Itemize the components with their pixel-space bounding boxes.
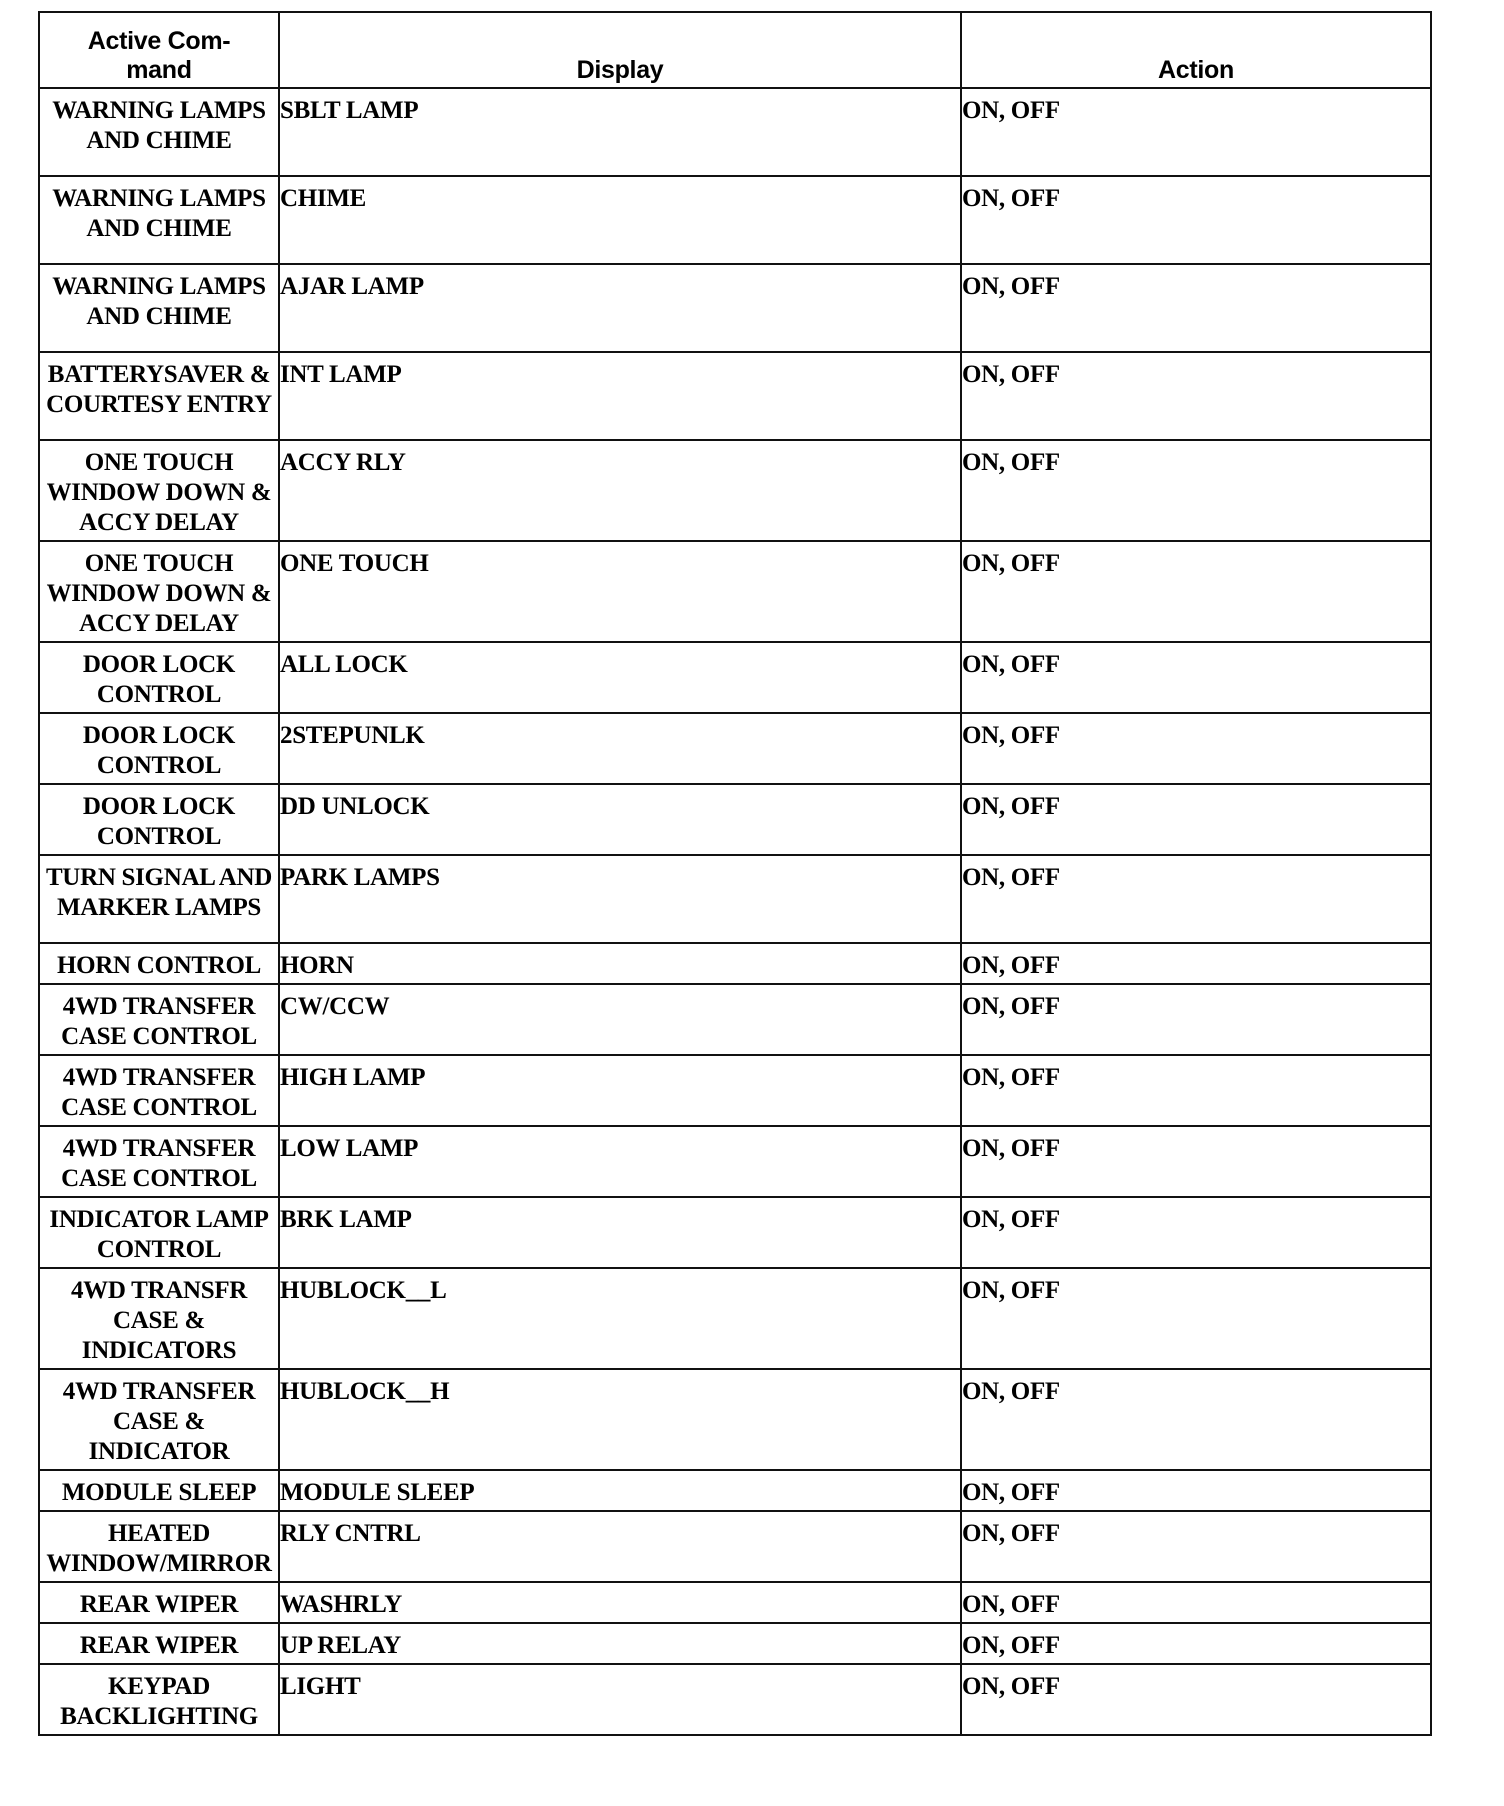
cell-display: HUBLOCK__H <box>279 1369 961 1470</box>
cell-action: ON, OFF <box>961 984 1431 1055</box>
cell-action: ON, OFF <box>961 352 1431 440</box>
table-row <box>39 1369 1431 1470</box>
cell-display: INT LAMP <box>279 352 961 440</box>
cell-active-command: DOOR LOCK CONTROL <box>39 642 279 713</box>
header-display: Display <box>279 12 961 88</box>
table-row <box>39 984 1431 1055</box>
cell-action: ON, OFF <box>961 642 1431 713</box>
cell-display: HORN <box>279 943 961 984</box>
cell-display: ACCY RLY <box>279 440 961 541</box>
cell-action: ON, OFF <box>961 264 1431 352</box>
cell-action: ON, OFF <box>961 1268 1431 1369</box>
cell-display: ALL LOCK <box>279 642 961 713</box>
cell-active-command: WARNING LAMPS AND CHIME <box>39 88 279 176</box>
cell-action: ON, OFF <box>961 1197 1431 1268</box>
cell-display: PARK LAMPS <box>279 855 961 943</box>
header-active-command <box>39 12 279 88</box>
table-row <box>39 855 1431 943</box>
table-row <box>39 1268 1431 1369</box>
cell-active-command: KEYPAD BACKLIGHTING <box>39 1664 279 1735</box>
cell-display: MODULE SLEEP <box>279 1470 961 1511</box>
cell-action: ON, OFF <box>961 440 1431 541</box>
cell-active-command: MODULE SLEEP <box>39 1470 279 1511</box>
table-row <box>39 1582 1431 1623</box>
table-row <box>39 541 1431 642</box>
cell-action: ON, OFF <box>961 1582 1431 1623</box>
cell-action: ON, OFF <box>961 1623 1431 1664</box>
cell-action: ON, OFF <box>961 943 1431 984</box>
cell-active-command: BATTERYSAVER & COURTESY ENTRY <box>39 352 279 440</box>
cell-action: ON, OFF <box>961 541 1431 642</box>
table-row <box>39 176 1431 264</box>
cell-active-command: REAR WIPER <box>39 1623 279 1664</box>
table-row <box>39 1197 1431 1268</box>
cell-display: HUBLOCK__L <box>279 1268 961 1369</box>
cell-display: DD UNLOCK <box>279 784 961 855</box>
cell-active-command: 4WD TRANSFR CASE & INDICATORS <box>39 1268 279 1369</box>
cell-active-command: DOOR LOCK CONTROL <box>39 784 279 855</box>
table-body <box>39 88 1431 1735</box>
cell-display: LOW LAMP <box>279 1126 961 1197</box>
table-row <box>39 642 1431 713</box>
table-row <box>39 1126 1431 1197</box>
cell-action: ON, OFF <box>961 1369 1431 1470</box>
cell-active-command: 4WD TRANSFER CASE CONTROL <box>39 1126 279 1197</box>
table-row <box>39 1664 1431 1735</box>
cell-action: ON, OFF <box>961 1126 1431 1197</box>
cell-display: CW/CCW <box>279 984 961 1055</box>
cell-active-command: DOOR LOCK CONTROL <box>39 713 279 784</box>
cell-active-command: INDICATOR LAMP CONTROL <box>39 1197 279 1268</box>
cell-display: AJAR LAMP <box>279 264 961 352</box>
cell-display: RLY CNTRL <box>279 1511 961 1582</box>
cell-active-command: HEATED WINDOW/MIRROR <box>39 1511 279 1582</box>
cell-active-command: 4WD TRANSFER CASE & INDICATOR <box>39 1369 279 1470</box>
cell-action: ON, OFF <box>961 784 1431 855</box>
cell-action: ON, OFF <box>961 1470 1431 1511</box>
table-row <box>39 1470 1431 1511</box>
cell-action: ON, OFF <box>961 176 1431 264</box>
cell-display: CHIME <box>279 176 961 264</box>
cell-active-command: 4WD TRANSFER CASE CONTROL <box>39 984 279 1055</box>
table-row <box>39 440 1431 541</box>
cell-action: ON, OFF <box>961 1664 1431 1735</box>
cell-display: WASHRLY <box>279 1582 961 1623</box>
cell-display: BRK LAMP <box>279 1197 961 1268</box>
cell-active-command: HORN CONTROL <box>39 943 279 984</box>
header-command-line-2: mand <box>126 56 192 84</box>
table-row <box>39 1055 1431 1126</box>
active-command-table <box>38 11 1432 1736</box>
cell-display: ONE TOUCH <box>279 541 961 642</box>
header-command-line-1: Active Com- <box>87 27 231 55</box>
cell-display: SBLT LAMP <box>279 88 961 176</box>
cell-active-command: WARNING LAMPS AND CHIME <box>39 264 279 352</box>
table-row <box>39 1511 1431 1582</box>
cell-action: ON, OFF <box>961 1511 1431 1582</box>
cell-action: ON, OFF <box>961 713 1431 784</box>
cell-display: 2STEPUNLK <box>279 713 961 784</box>
table-row <box>39 1623 1431 1664</box>
cell-active-command: REAR WIPER <box>39 1582 279 1623</box>
cell-active-command: ONE TOUCH WINDOW DOWN & ACCY DELAY <box>39 541 279 642</box>
cell-display: UP RELAY <box>279 1623 961 1664</box>
table-row <box>39 264 1431 352</box>
cell-active-command: WARNING LAMPS AND CHIME <box>39 176 279 264</box>
cell-action: ON, OFF <box>961 855 1431 943</box>
header-row <box>39 12 1431 88</box>
cell-display: LIGHT <box>279 1664 961 1735</box>
header-action: Action <box>961 12 1431 88</box>
cell-active-command: TURN SIGNAL AND MARKER LAMPS <box>39 855 279 943</box>
table-row <box>39 352 1431 440</box>
table-row <box>39 88 1431 176</box>
cell-active-command: 4WD TRANSFER CASE CONTROL <box>39 1055 279 1126</box>
cell-action: ON, OFF <box>961 88 1431 176</box>
cell-active-command: ONE TOUCH WINDOW DOWN & ACCY DELAY <box>39 440 279 541</box>
table-row <box>39 713 1431 784</box>
cell-display: HIGH LAMP <box>279 1055 961 1126</box>
table-row <box>39 943 1431 984</box>
cell-action: ON, OFF <box>961 1055 1431 1126</box>
table-row <box>39 784 1431 855</box>
